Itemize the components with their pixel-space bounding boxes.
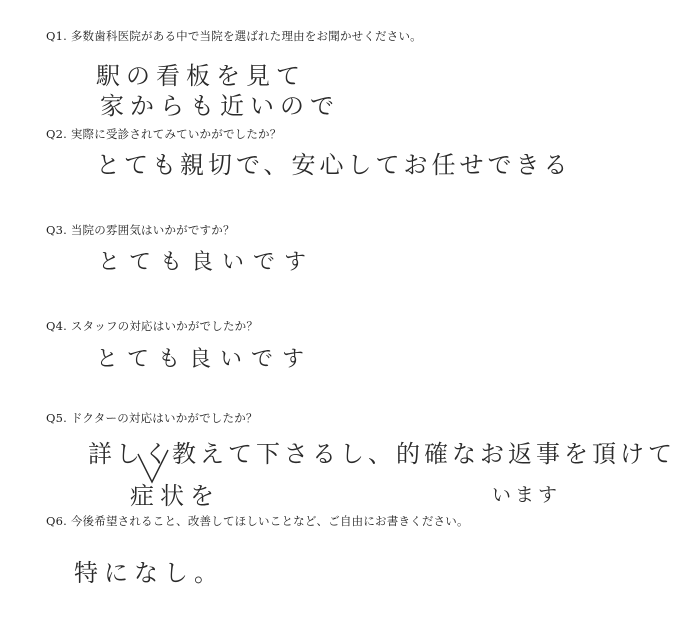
question-6-label: Q6. 今後希望されること、改善してほしいことなど、ご自由にお書きください。 xyxy=(46,514,469,528)
answer-5-line-2: います xyxy=(492,484,562,506)
answer-3-line-1: とても良いです xyxy=(98,250,316,275)
answer-2-line-1: とても親切で、安心してお任せできる xyxy=(96,151,572,179)
answer-5-line-1: 詳しく教えて下さるし、的確なお返事を頂けて xyxy=(88,440,676,468)
question-1-label: Q1. 多数歯科医院がある中で当院を選ばれた理由をお聞かせください。 xyxy=(46,29,422,43)
question-3-label: Q3. 当院の雰囲気はいかがですか？ xyxy=(46,223,235,237)
answer-1-line-2: 家からも近いので xyxy=(100,92,340,120)
question-4-label: Q4. スタッフの対応はいかがでしたか？ xyxy=(46,319,259,333)
answer-4-line-1: とても良いです xyxy=(96,347,314,372)
answer-6-line-1: 特になし。 xyxy=(74,559,224,587)
answer-5-insert: 症状を xyxy=(130,482,220,510)
question-5-label: Q5. ドクターの対応はいかがでしたか？ xyxy=(46,411,258,425)
question-2-label: Q2. 実際に受診されてみていかがでしたか？ xyxy=(46,127,282,141)
answer-1-line-1: 駅の看板を見て xyxy=(96,62,306,90)
